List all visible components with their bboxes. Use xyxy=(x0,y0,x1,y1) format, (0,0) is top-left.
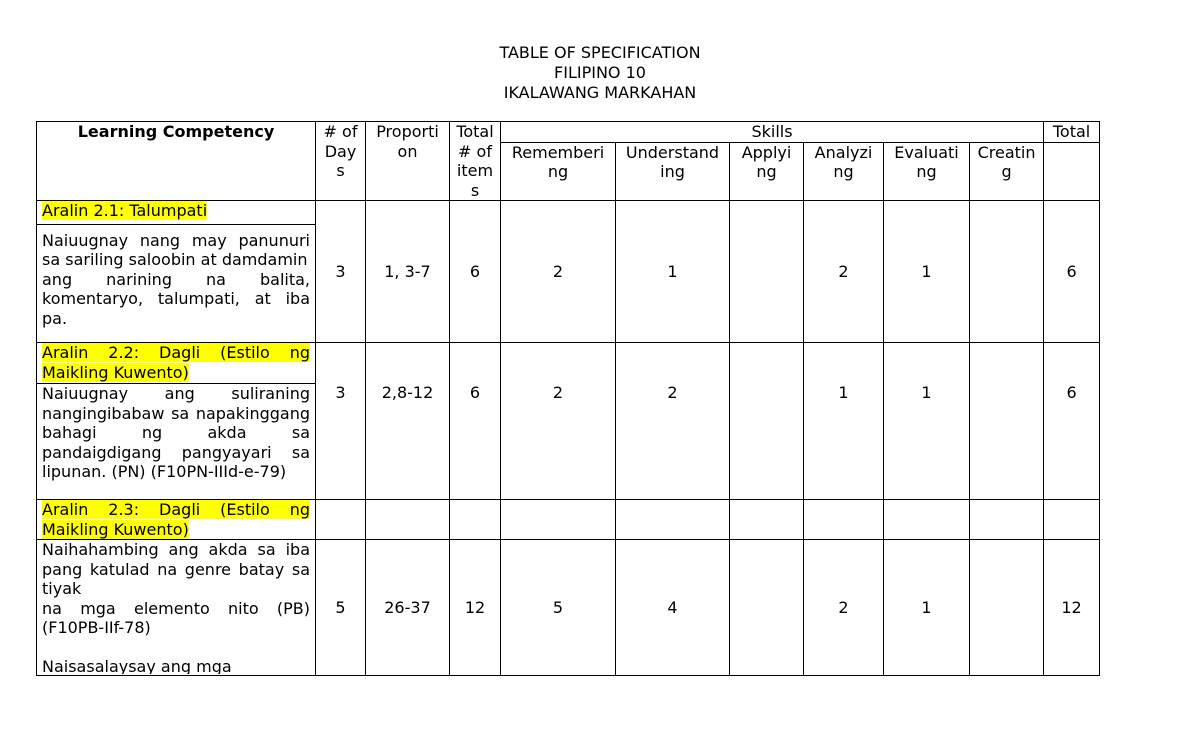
days-cell: 3 xyxy=(316,201,366,343)
header-skill-creating: Creatin g xyxy=(970,142,1044,200)
total-items-cell xyxy=(450,500,501,540)
days-cell xyxy=(316,500,366,540)
competency-text: Naihahambing ang akda sa iba pang katulad na genre batay sa tiyak na mga elemento nito (PB) (F10PB-IIf-78) Naisasalaysay ang mga xyxy=(42,540,310,674)
document-heading xyxy=(0,43,1200,103)
header-competency: Learning Competency xyxy=(37,122,316,201)
remembering-cell xyxy=(501,500,616,540)
applying-cell xyxy=(730,343,804,500)
header-skill-remembering: Rememberi ng xyxy=(501,142,616,200)
table-row xyxy=(37,500,1100,540)
days-cell: 5 xyxy=(316,540,366,676)
analyzing-cell: 2 xyxy=(804,201,884,343)
header-skill-understanding: Understand ing xyxy=(616,142,730,200)
remembering-cell: 2 xyxy=(501,201,616,343)
header-days: # of Day s xyxy=(316,122,366,201)
header-skill-evaluating: Evaluati ng xyxy=(884,142,970,200)
total-items-cell: 6 xyxy=(450,343,501,500)
total-cell xyxy=(1044,500,1100,540)
header-skills: Skills xyxy=(501,122,1044,143)
evaluating-cell xyxy=(884,500,970,540)
total-items-cell: 6 xyxy=(450,201,501,343)
competency-text: Naiuugnay nang may panunuri sa sariling saloobin at damdamin ang narining na balita, komentaryo, talumpati, at iba pa. xyxy=(42,230,310,328)
understanding-cell: 2 xyxy=(616,343,730,500)
header-total-items: Total # of item s xyxy=(450,122,501,201)
analyzing-cell: 2 xyxy=(804,540,884,676)
remembering-cell: 5 xyxy=(501,540,616,676)
header-row xyxy=(37,122,1100,143)
lesson-title: Aralin 2.1: Talumpati xyxy=(37,201,315,225)
understanding-cell: 1 xyxy=(616,201,730,343)
competency-text: Naiuugnay ang suliraning nangingibabaw sa napakinggang bahagi ng akda sa pandaigdigang pangyayari sa lipunan. (PN) (F10PN-IIId-e-79) xyxy=(42,384,310,481)
table-row xyxy=(37,201,1100,343)
header-total-empty xyxy=(1044,142,1100,200)
creating-cell xyxy=(970,540,1044,676)
understanding-cell xyxy=(616,500,730,540)
table-row xyxy=(37,343,1100,500)
evaluating-cell: 1 xyxy=(884,343,970,500)
evaluating-cell: 1 xyxy=(884,201,970,343)
table-row xyxy=(37,540,1100,676)
header-proportion: Proporti on xyxy=(366,122,450,201)
applying-cell xyxy=(730,500,804,540)
evaluating-cell: 1 xyxy=(884,540,970,676)
analyzing-cell: 1 xyxy=(804,343,884,500)
applying-cell xyxy=(730,201,804,343)
proportion-cell: 26-37 xyxy=(366,540,450,676)
creating-cell xyxy=(970,500,1044,540)
remembering-cell: 2 xyxy=(501,343,616,500)
header-total: Total xyxy=(1044,122,1100,143)
total-cell: 6 xyxy=(1044,343,1100,500)
competency-cell xyxy=(37,343,316,500)
lesson-title: Aralin 2.2: Dagli (Estilo ng Maikling Kuwento) xyxy=(37,343,315,384)
header-skill-analyzing: Analyzi ng xyxy=(804,142,884,200)
proportion-cell: 2,8-12 xyxy=(366,343,450,500)
analyzing-cell xyxy=(804,500,884,540)
creating-cell xyxy=(970,201,1044,343)
proportion-cell xyxy=(366,500,450,540)
total-items-cell: 12 xyxy=(450,540,501,676)
applying-cell xyxy=(730,540,804,676)
specification-table xyxy=(36,121,1100,676)
days-cell: 3 xyxy=(316,343,366,500)
header-skill-applying: Applyi ng xyxy=(730,142,804,200)
total-cell: 6 xyxy=(1044,201,1100,343)
lesson-title: Aralin 2.3: Dagli (Estilo ng Maikling Kuwento) xyxy=(37,500,316,540)
competency-cell xyxy=(37,201,316,343)
creating-cell xyxy=(970,343,1044,500)
document-quarter: IKALAWANG MARKAHAN xyxy=(503,83,697,102)
proportion-cell: 1, 3-7 xyxy=(366,201,450,343)
document-title: TABLE OF SPECIFICATION xyxy=(499,43,701,62)
understanding-cell: 4 xyxy=(616,540,730,676)
competency-cell xyxy=(37,540,316,676)
document-subject: FILIPINO 10 xyxy=(554,63,646,82)
total-cell: 12 xyxy=(1044,540,1100,676)
